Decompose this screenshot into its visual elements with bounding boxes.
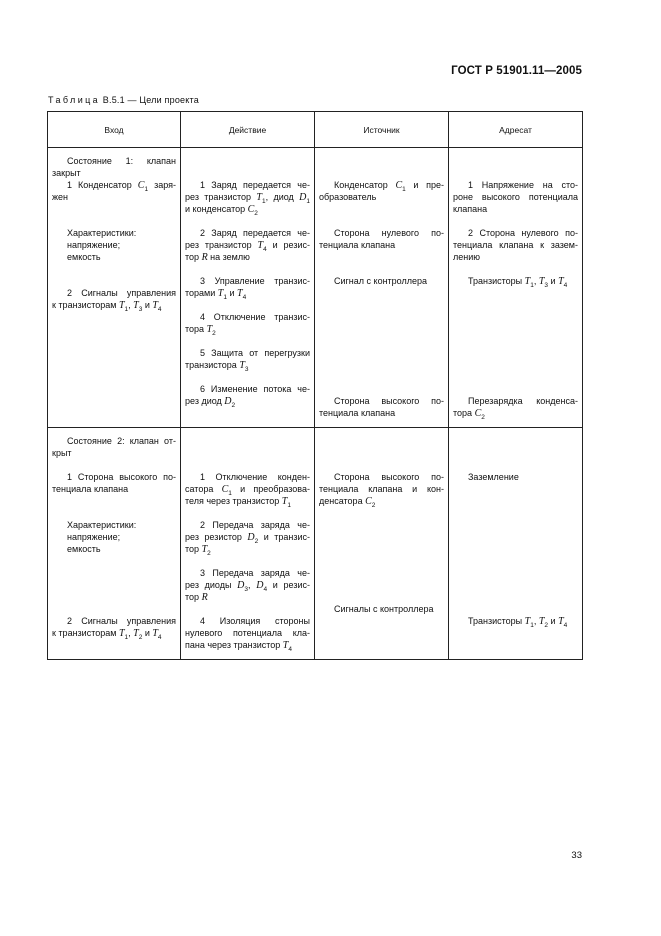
state-1-action-2: 2 Заряд передается че- bbox=[200, 228, 310, 238]
state-1-input-cell bbox=[48, 148, 181, 428]
state-1-input-item-1-cont: жен bbox=[52, 192, 68, 202]
state-2-target-4: Транзисторы $T_1$, $T_2$ и $T_4$ bbox=[468, 616, 568, 629]
state-1-source-6-cont: тенциала клапана bbox=[319, 408, 396, 418]
state-1-action-1: 1 Заряд передается че- bbox=[200, 180, 310, 190]
state-2-characteristics: Характеристики: bbox=[67, 520, 137, 530]
state-1-input-item-2: 2 Сигналы управления bbox=[67, 288, 176, 298]
state-1-action-5-cont: транзистора $T_3$ bbox=[185, 360, 249, 373]
state-1-action-3-cont: торами $T_1$ и $T_4$ bbox=[185, 288, 247, 301]
state-2-input-cell bbox=[48, 428, 181, 660]
state-1-action-cell bbox=[181, 148, 315, 428]
state-2-input-item-2-cont: к транзисторам $T_1$, $T_2$ и $T_4$ bbox=[52, 628, 162, 641]
column-header-target: Адресат bbox=[449, 112, 583, 148]
state-2-target-cell bbox=[449, 428, 583, 660]
state-1-source-2: Сторона нулевого по- bbox=[334, 228, 444, 238]
state-2-action-cell bbox=[181, 428, 315, 660]
state-1-input-item-2-cont: к транзисторам $T_1$, $T_3$ и $T_4$ bbox=[52, 300, 162, 313]
caption-word: Таблица bbox=[48, 95, 101, 105]
state-1-title-cont: закрыт bbox=[52, 168, 81, 178]
state-2-source-1-end: денсатора $C_2$ bbox=[319, 496, 376, 509]
state-2-action-4: 4 Изоляция стороны bbox=[200, 616, 310, 626]
state-1-action-3: 3 Управление транзис- bbox=[200, 276, 310, 286]
state-1-target-cell bbox=[449, 148, 583, 428]
state-2-action-2-end: тор $T_2$ bbox=[185, 544, 211, 557]
state-2-voltage: напряжение; bbox=[67, 532, 121, 542]
state-2-title: Состояние 2: клапан от- bbox=[67, 436, 176, 446]
column-header-source: Источник bbox=[315, 112, 449, 148]
table-row-state-2 bbox=[48, 428, 583, 660]
state-1-action-4: 4 Отключение транзис- bbox=[200, 312, 310, 322]
state-1-target-1-end: клапана bbox=[453, 204, 488, 214]
state-1-input-item-1: 1 Конденсатор $C_1$ заря- bbox=[67, 180, 176, 193]
state-2-action-2-cont: рез резистор $D_2$ и транзис- bbox=[185, 532, 310, 545]
state-1-action-4-cont: тора $T_2$ bbox=[185, 324, 216, 337]
state-1-capacity: емкость bbox=[67, 252, 101, 262]
state-1-action-1-cont: рез транзистор $T_1$, диод $D_1$ bbox=[185, 192, 310, 205]
state-2-source-1-cont: тенциала клапана и кон- bbox=[319, 484, 444, 494]
state-2-target-1: Заземление bbox=[468, 472, 519, 482]
state-2-capacity: емкость bbox=[67, 544, 101, 554]
table-row-state-1 bbox=[48, 148, 583, 428]
state-1-action-6: 6 Изменение потока че- bbox=[200, 384, 310, 394]
state-2-action-4-end: пана через транзистор $T_4$ bbox=[185, 640, 292, 653]
state-2-source-1: Сторона высокого по- bbox=[334, 472, 444, 482]
column-header-action: Действие bbox=[181, 112, 315, 148]
state-1-action-2-end: тор R на землю bbox=[185, 252, 250, 263]
state-2-input-item-1-cont: тенциала клапана bbox=[52, 484, 129, 494]
state-1-target-1: 1 Напряжение на сто- bbox=[468, 180, 578, 190]
state-1-action-6-cont: рез диод $D_2$ bbox=[185, 396, 236, 409]
state-1-title: Состояние 1: клапан bbox=[67, 156, 176, 166]
state-2-action-3-end: тор R bbox=[185, 592, 208, 603]
column-header-input: Вход bbox=[48, 112, 181, 148]
state-1-source-3: Сигнал с контроллера bbox=[334, 276, 428, 286]
state-1-target-6: Перезарядка конденса- bbox=[468, 396, 578, 406]
caption-text: В.5.1 — Цели проекта bbox=[100, 95, 199, 105]
state-2-action-1: 1 Отключение конден- bbox=[200, 472, 310, 482]
state-1-target-2-end: лению bbox=[453, 252, 481, 262]
state-2-source-cell bbox=[315, 428, 449, 660]
state-2-source-4: Сигналы с контроллера bbox=[334, 604, 434, 614]
state-1-source-1-cont: образователь bbox=[319, 192, 377, 202]
page-number: 33 bbox=[571, 850, 582, 861]
state-1-source-2-cont: тенциала клапана bbox=[319, 240, 396, 250]
state-1-action-5: 5 Защита от перегрузки bbox=[200, 348, 310, 358]
project-goals-table bbox=[47, 111, 583, 660]
state-1-voltage: напряжение; bbox=[67, 240, 121, 250]
state-1-source-6: Сторона высокого по- bbox=[334, 396, 444, 406]
state-2-action-4-cont: нулевого потенциала кла- bbox=[185, 628, 310, 638]
state-2-action-2: 2 Передача заряда че- bbox=[200, 520, 310, 530]
state-1-target-2-cont: тенциала клапана к зазем- bbox=[453, 240, 578, 250]
state-1-target-3: Транзисторы $T_1$, $T_3$ и $T_4$ bbox=[468, 276, 568, 289]
state-2-input-item-1: 1 Сторона высокого по- bbox=[67, 472, 176, 482]
state-2-action-3: 3 Передача заряда че- bbox=[200, 568, 310, 578]
state-1-target-1-cont: роне высокого потенциала bbox=[453, 192, 578, 202]
state-2-title-cont: крыт bbox=[52, 448, 72, 458]
state-1-source-cell bbox=[315, 148, 449, 428]
table-caption bbox=[48, 94, 199, 106]
document-standard-number: ГОСТ Р 51901.11—2005 bbox=[451, 65, 582, 77]
state-2-input-item-2: 2 Сигналы управления bbox=[67, 616, 176, 626]
state-2-action-1-end: теля через транзистор $T_1$ bbox=[185, 496, 291, 509]
state-1-action-1-end: и конденсатор $C_2$ bbox=[185, 204, 258, 217]
state-1-characteristics: Характеристики: bbox=[67, 228, 137, 238]
table-header-row bbox=[48, 112, 583, 148]
state-1-target-6-cont: тора $C_2$ bbox=[453, 408, 485, 421]
state-2-action-1-cont: сатора $C_1$ и преобразова- bbox=[185, 484, 310, 497]
state-1-source-1: Конденсатор $C_1$ и пре- bbox=[334, 180, 444, 193]
state-1-target-2: 2 Сторона нулевого по- bbox=[468, 228, 578, 238]
state-2-action-3-cont: рез диоды $D_3$, $D_4$ и резис- bbox=[185, 580, 310, 593]
state-1-action-2-cont: рез транзистор $T_4$ и резис- bbox=[185, 240, 310, 253]
